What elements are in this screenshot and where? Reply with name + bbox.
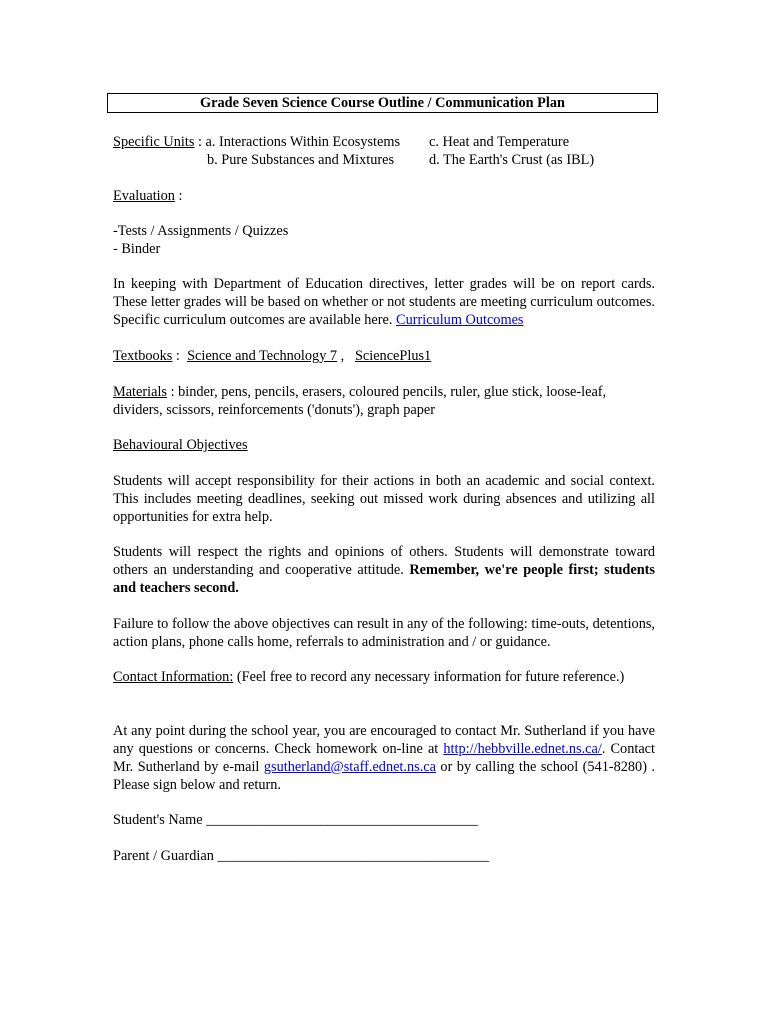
- behavioural-paragraph-3: Failure to follow the above objectives can result in any of the following: time-outs, detentions, action plans, phone calls home, referrals to administration and / or guidance.: [113, 616, 655, 650]
- unit-b: b. Pure Substances and Mixtures: [207, 152, 395, 168]
- evaluation-label: Evaluation: [113, 188, 175, 204]
- units-row-1: [113, 133, 400, 151]
- unit-d: d. The Earth's Crust (as IBL): [429, 152, 595, 168]
- contact-text-a: At any point during the school year, you are encouraged to contact Mr. Sutherland if you have any questions or concerns. Check homework on-line at: [113, 723, 655, 757]
- homework-url-link[interactable]: http://hebbville.ednet.ns.ca/: [443, 741, 602, 757]
- email-link[interactable]: gsutherland@staff.ednet.ns.ca: [263, 759, 436, 775]
- contact-text-c: or by calling the school (541-8280) . Please sign below and return.: [113, 759, 655, 793]
- textbooks-between: ,: [337, 348, 355, 364]
- behavioural-heading: Behavioural Objectives: [113, 437, 248, 453]
- parent-guardian-line[interactable]: Parent / Guardian ______________________________________: [113, 848, 490, 864]
- materials-label: Materials: [113, 384, 167, 400]
- contact-label: Contact Information:: [113, 669, 234, 685]
- grades-paragraph: [113, 275, 655, 329]
- textbooks-label: Textbooks: [113, 348, 173, 364]
- contact-text: (Feel free to record any necessary information for future reference.): [233, 669, 625, 685]
- textbook-2: SciencePlus1: [354, 348, 432, 364]
- curriculum-outcomes-link[interactable]: Curriculum Outcomes: [396, 312, 524, 328]
- evaluation-item: - Binder: [113, 241, 161, 257]
- behavioural-paragraph-2: [113, 543, 655, 597]
- textbooks-separator: :: [172, 348, 188, 364]
- behavioural-paragraph-1: Students will accept responsibility for their actions in both an academic and social context. This includes meeting deadlines, seeking out missed work during absences and utilizing all opportunities for extra help.: [113, 473, 655, 525]
- materials-paragraph: [113, 383, 655, 419]
- contact-intro: [113, 668, 655, 686]
- contact-paragraph: [113, 722, 655, 794]
- evaluation-item: -Tests / Assignments / Quizzes: [113, 223, 289, 239]
- textbook-1: Science and Technology 7: [187, 348, 338, 364]
- evaluation-separator: :: [174, 188, 183, 204]
- behavioural-motto: Remember, we're people first; students and teachers second.: [113, 562, 655, 596]
- evaluation-heading: [113, 187, 182, 205]
- units-label: Specific Units: [113, 134, 195, 150]
- student-name-line[interactable]: Student's Name ______________________________________: [113, 812, 478, 828]
- textbooks-row: [113, 347, 431, 365]
- unit-a: a. Interactions Within Ecosystems: [205, 134, 401, 150]
- page-title: Grade Seven Science Course Outline / Communication Plan: [107, 93, 658, 113]
- behavioural-text-2: Students will respect the rights and opinions of others. Students will demonstrate toward others an understanding and cooperative attitude.: [113, 544, 655, 578]
- unit-c: c. Heat and Temperature: [429, 134, 570, 150]
- units-separator: :: [194, 134, 206, 150]
- grades-text: In keeping with Department of Education directives, letter grades will be on report cards. These letter grades will be based on whether or not students are meeting curriculum outcomes. Specific curriculum outcomes are available here.: [113, 276, 655, 328]
- contact-text-b: . Contact Mr. Sutherland by e-mail: [113, 741, 655, 775]
- materials-text: : binder, pens, pencils, erasers, coloured pencils, ruler, glue stick, loose-leaf, dividers, scissors, reinforcements ('donuts'), graph paper: [113, 384, 607, 418]
